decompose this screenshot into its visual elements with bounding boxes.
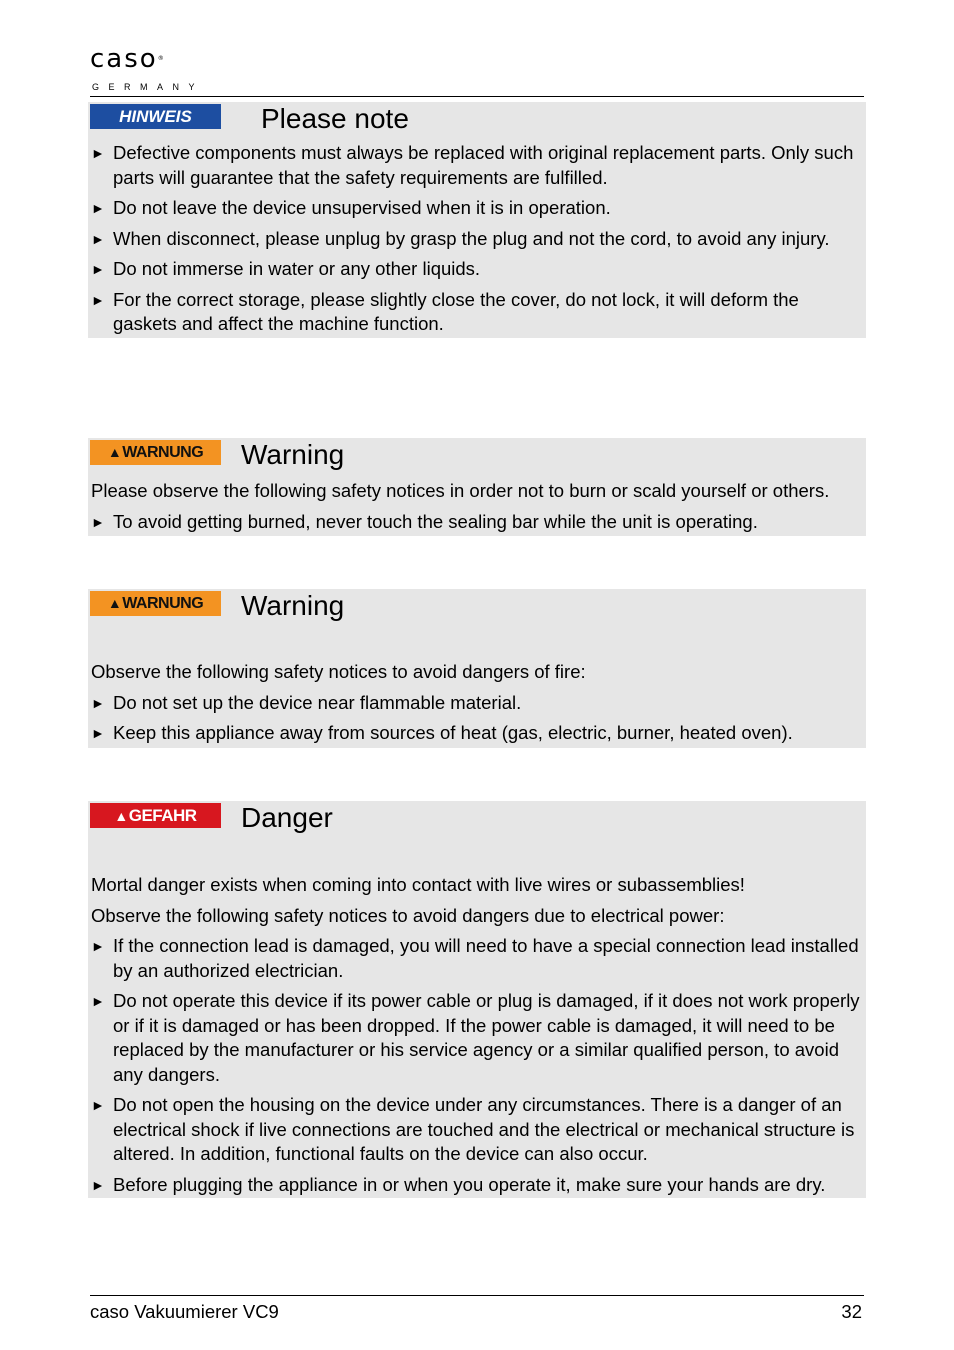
logo-sub: GERMANY	[92, 82, 205, 92]
warning-block-1	[88, 438, 866, 536]
header-rule	[90, 96, 864, 97]
page-number: 32	[841, 1301, 862, 1322]
caso-logo	[76, 32, 206, 94]
list-item: ► When disconnect, please unplug by grasp the plug and not the cord, to avoid any injury.	[91, 227, 862, 252]
danger-title: Danger	[241, 802, 333, 833]
note-block	[88, 102, 866, 338]
list-item: ► Do not immerse in water or any other liquids.	[91, 257, 862, 282]
warnung-badge: ▲WARNUNG	[90, 591, 221, 616]
bullet-icon: ►	[91, 725, 105, 741]
list-item: ► Defective components must always be replaced with original replacement parts. Only such parts will guarantee that the safety requirements are fulfilled.	[91, 142, 854, 188]
bullet-icon: ►	[91, 513, 105, 530]
list-item: ► Before plugging the appliance in or when you operate it, make sure your hands are dry.	[91, 1173, 862, 1198]
list-item: ► Do not open the housing on the device under any circumstances. There is a danger of an electrical shock if live connections are touched and the electrical or mechanical structure is altered. In addition, functional faults on the device can also occur.	[91, 1094, 855, 1164]
bullet-icon: ►	[91, 694, 105, 711]
list-item: ► Do not leave the device unsupervised when it is in operation.	[91, 196, 862, 221]
bullet-icon: ►	[91, 261, 105, 277]
logo-reg: ®	[157, 55, 166, 62]
danger-content	[91, 873, 862, 1203]
bullet-icon: ►	[91, 938, 105, 954]
warning-block-2	[88, 589, 866, 748]
bullet-icon: ►	[91, 145, 105, 161]
list-item: ► If the connection lead is damaged, you will need to have a special connection lead installed by an authorized electrician.	[91, 935, 859, 981]
bullet-icon: ►	[91, 1176, 105, 1193]
list-item: ► For the correct storage, please slightly close the cover, do not lock, it will deform the gaskets and affect the machine function.	[91, 288, 799, 334]
list-item: ► Keep this appliance away from sources of heat (gas, electric, burner, heated oven).	[91, 721, 862, 746]
list-item: ► To avoid getting burned, never touch the sealing bar while the unit is operating.	[91, 510, 862, 535]
danger-intro-1: Mortal danger exists when coming into contact with live wires or subassemblies!	[91, 874, 745, 895]
danger-block	[88, 801, 866, 1198]
note-title: Please note	[261, 103, 409, 134]
bullet-icon: ►	[91, 200, 105, 216]
gefahr-badge: ▲GEFAHR	[90, 803, 221, 828]
logo-brand: caso	[90, 44, 158, 74]
bullet-icon: ►	[91, 291, 105, 308]
warning-content	[91, 479, 862, 540]
warning-triangle-icon: ▲	[114, 808, 128, 824]
list-item: ► Do not set up the device near flammable material.	[91, 691, 862, 716]
warning-triangle-icon: ▲	[107, 444, 122, 460]
bullet-icon: ►	[91, 993, 105, 1009]
warning-title: Warning	[241, 439, 345, 470]
warning-intro: Please observe the following safety notices in order not to burn or scald yourself or others.	[91, 480, 830, 501]
list-item: ► Do not operate this device if its power cable or plug is damaged, if it does not work properly or if it is damaged or has been dropped. If the power cable is damaged, it will need to be replaced by the manufacturer or his service agency or a similar qualified person, to avoid any dangers.	[91, 990, 860, 1085]
bullet-icon: ►	[91, 230, 105, 247]
footer-rule	[90, 1295, 864, 1296]
warning-content	[91, 660, 862, 752]
warning-intro: Observe the following safety notices to avoid dangers of fire:	[91, 661, 586, 682]
footer-product: caso Vakuumierer VC9	[90, 1301, 279, 1322]
bullet-icon: ►	[91, 1097, 105, 1113]
danger-intro-2: Observe the following safety notices to avoid dangers due to electrical power:	[91, 904, 725, 926]
warning-triangle-icon: ▲	[107, 595, 122, 611]
warnung-badge: ▲WARNUNG	[90, 440, 221, 465]
note-content	[91, 141, 862, 343]
warning-title: Warning	[241, 590, 345, 621]
hinweis-badge: HINWEIS	[90, 104, 221, 129]
